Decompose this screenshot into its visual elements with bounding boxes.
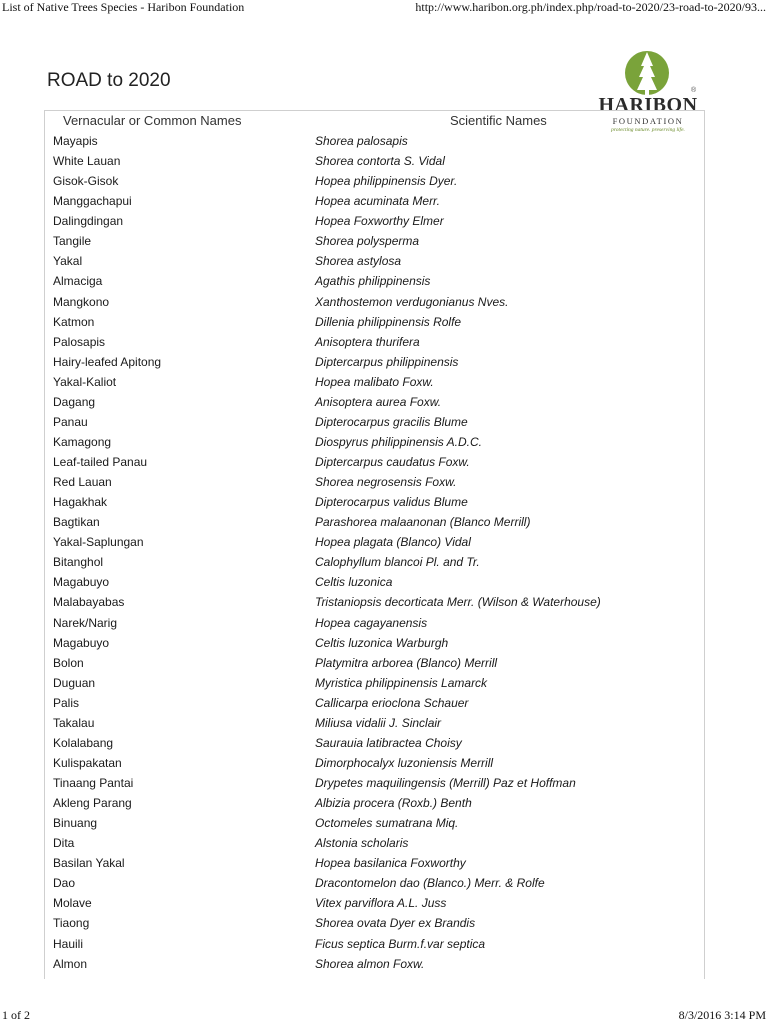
common-name-cell: Hagakhak	[53, 495, 108, 510]
common-name-cell: Molave	[53, 896, 92, 911]
table-row	[0, 271, 768, 291]
table-row	[0, 592, 768, 612]
common-name-cell: Yakal-Saplungan	[53, 535, 144, 550]
scientific-name-cell: Celtis luzonica	[315, 575, 393, 590]
common-name-cell: Kulispakatan	[53, 755, 122, 770]
common-name-cell: Mangkono	[53, 294, 110, 309]
table-row	[0, 512, 768, 532]
scientific-name-cell: Shorea palosapis	[315, 134, 408, 148]
scientific-name-cell: Shorea contorta S. Vidal	[315, 154, 445, 169]
scientific-name-cell: Saurauia latibractea Choisy	[315, 735, 462, 750]
common-name-cell: Palis	[53, 695, 80, 710]
scientific-name-cell: Hopea malibato Foxw.	[315, 374, 434, 389]
common-name-cell: Almon	[53, 956, 88, 971]
common-name-cell: Hauili	[53, 936, 84, 951]
scientific-name-cell: Vitex parviflora A.L. Juss	[315, 896, 447, 911]
table-row	[0, 392, 768, 412]
scientific-name-cell: Shorea polysperma	[315, 234, 420, 249]
common-name-cell: Dao	[53, 876, 76, 891]
common-name-cell: Manggachapui	[53, 194, 132, 209]
table-row	[0, 753, 768, 773]
common-name-cell: Takalau	[53, 715, 95, 730]
scientific-name-cell: Parashorea malaanonan (Blanco Merrill)	[315, 515, 531, 530]
scientific-name-cell: Diospyrus philippinensis A.D.C.	[315, 434, 482, 449]
table-row	[0, 913, 768, 933]
scientific-name-cell: Hopea plagata (Blanco) Vidal	[315, 535, 471, 550]
tree-logo-icon	[597, 50, 699, 98]
scientific-name-cell: Hopea cagayanensis	[315, 615, 428, 630]
scientific-name-cell: Octomeles sumatrana Miq.	[315, 816, 459, 831]
table-row	[0, 853, 768, 873]
table-row	[0, 211, 768, 231]
table-row	[0, 733, 768, 753]
table-row	[0, 131, 768, 151]
common-name-cell: Mayapis	[53, 134, 98, 148]
table-row	[0, 332, 768, 352]
scientific-name-cell: Dipterocarpus validus Blume	[315, 495, 468, 510]
scientific-name-cell: Platymitra arborea (Blanco) Merrill	[315, 655, 498, 670]
table-row	[0, 673, 768, 693]
scientific-name-cell: Anisoptera thurifera	[315, 334, 420, 349]
common-name-cell: Akleng Parang	[53, 796, 132, 811]
common-name-cell: Kamagong	[53, 434, 112, 449]
common-name-cell: Magabuyo	[53, 575, 110, 590]
table-row	[0, 231, 768, 251]
common-name-cell: Almaciga	[53, 274, 103, 289]
common-name-cell: Leaf-tailed Panau	[53, 455, 148, 469]
scientific-name-cell: Celtis luzonica Warburgh	[315, 635, 449, 650]
scientific-name-cell: Alstonia scholaris	[315, 836, 409, 851]
common-name-cell: Kolalabang	[53, 735, 114, 750]
common-name-cell: Magabuyo	[53, 635, 110, 650]
table-row	[0, 452, 768, 472]
common-name-cell: Yakal	[53, 254, 83, 269]
scientific-name-cell: Agathis philippinensis	[315, 274, 431, 289]
common-name-cell: Katmon	[53, 314, 95, 329]
common-name-cell: Gisok-Gisok	[53, 174, 119, 189]
table-row	[0, 191, 768, 211]
scientific-name-cell: Drypetes maquilingensis (Merrill) Paz et Hoffman	[315, 776, 576, 790]
scientific-name-cell: Dillenia philippinensis Rolfe	[315, 314, 462, 329]
page-title: ROAD to 2020	[47, 70, 171, 91]
table-row	[0, 813, 768, 833]
scientific-name-cell: Dracontomelon dao (Blanco.) Merr. & Rolfe	[315, 876, 545, 891]
common-name-cell: Tinaang Pantai	[53, 776, 134, 790]
table-row	[0, 151, 768, 171]
table-row	[0, 572, 768, 592]
common-name-cell: Panau	[53, 414, 88, 429]
scientific-name-cell: Hopea Foxworthy Elmer	[315, 214, 444, 229]
common-name-cell: Bagtikan	[53, 515, 100, 530]
table-row	[0, 633, 768, 653]
scientific-name-cell: Hopea basilanica Foxworthy	[315, 856, 466, 871]
table-row	[0, 552, 768, 572]
table-row	[0, 954, 768, 974]
common-name-cell: Yakal-Kaliot	[53, 374, 117, 389]
common-name-cell: Dalingdingan	[53, 214, 124, 229]
print-header-title: List of Native Trees Species - Haribon Foundation	[2, 0, 245, 14]
scientific-name-cell: Dipterocarpus gracilis Blume	[315, 414, 468, 429]
common-name-cell: Tiaong	[53, 916, 90, 931]
column-header-scientific-names: Scientific Names	[450, 113, 547, 128]
logo-tagline: protecting nature. preserving life.	[611, 127, 685, 133]
common-name-cell: Duguan	[53, 675, 96, 690]
table-row	[0, 613, 768, 633]
table-row	[0, 171, 768, 191]
scientific-name-cell: Shorea almon Foxw.	[315, 956, 425, 971]
common-name-cell: Hairy-leafed Apitong	[53, 354, 162, 369]
scientific-name-cell: Miliusa vidalii J. Sinclair	[315, 715, 442, 730]
table-row	[0, 653, 768, 673]
logo-registered-mark: ®	[691, 87, 697, 94]
scientific-name-cell: Hopea acuminata Merr.	[315, 194, 440, 209]
table-row	[0, 372, 768, 392]
print-header-url: http://www.haribon.org.ph/index.php/road-to-2020/23-road-to-2020/93...	[415, 0, 766, 14]
species-table-body	[0, 131, 768, 974]
common-name-cell: Palosapis	[53, 334, 106, 349]
scientific-name-cell: Albizia procera (Roxb.) Benth	[315, 796, 472, 811]
print-footer-datetime: 8/3/2016 3:14 PM	[678, 1008, 766, 1022]
scientific-name-cell: Ficus septica Burm.f.var septica	[315, 936, 486, 951]
common-name-cell: White Lauan	[53, 154, 121, 169]
table-row	[0, 693, 768, 713]
table-row	[0, 893, 768, 913]
scientific-name-cell: Xanthostemon verdugonianus Nves.	[315, 294, 509, 309]
scientific-name-cell: Diptercarpus philippinensis	[315, 354, 459, 369]
table-row	[0, 352, 768, 372]
common-name-cell: Dita	[53, 836, 75, 851]
table-row	[0, 793, 768, 813]
table-row	[0, 312, 768, 332]
common-name-cell: Bolon	[53, 655, 84, 670]
scientific-name-cell: Tristaniopsis decorticata Merr. (Wilson & Waterhouse)	[315, 595, 601, 610]
table-row	[0, 532, 768, 552]
common-name-cell: Bitanghol	[53, 555, 104, 570]
table-row	[0, 873, 768, 893]
scientific-name-cell: Diptercarpus caudatus Foxw.	[315, 455, 470, 469]
common-name-cell: Malabayabas	[53, 595, 125, 610]
table-row	[0, 713, 768, 733]
scientific-name-cell: Calophyllum blancoi Pl. and Tr.	[315, 555, 480, 570]
scientific-name-cell: Anisoptera aurea Foxw.	[315, 394, 442, 409]
logo-wordmark: HARIBON	[598, 94, 698, 116]
common-name-cell: Dagang	[53, 394, 96, 409]
common-name-cell: Narek/Narig	[53, 615, 118, 630]
column-header-common-names: Vernacular or Common Names	[63, 113, 242, 128]
common-name-cell: Binuang	[53, 816, 98, 831]
table-row	[0, 251, 768, 271]
table-row	[0, 432, 768, 452]
table-row	[0, 934, 768, 954]
common-name-cell: Red Lauan	[53, 475, 112, 490]
scientific-name-cell: Shorea astylosa	[315, 254, 402, 269]
scientific-name-cell: Hopea philippinensis Dyer.	[315, 174, 458, 189]
scientific-name-cell: Dimorphocalyx luzoniensis Merrill	[315, 755, 494, 770]
table-row	[0, 833, 768, 853]
table-row	[0, 773, 768, 793]
common-name-cell: Basilan Yakal	[53, 856, 125, 871]
logo-subtitle: FOUNDATION	[612, 116, 684, 126]
common-name-cell: Tangile	[53, 234, 92, 249]
table-row	[0, 472, 768, 492]
table-row	[0, 412, 768, 432]
scientific-name-cell: Shorea ovata Dyer ex Brandis	[315, 916, 476, 931]
scientific-name-cell: Callicarpa erioclona Schauer	[315, 695, 469, 710]
table-row	[0, 492, 768, 512]
scientific-name-cell: Shorea negrosensis Foxw.	[315, 475, 457, 490]
print-footer-page: 1 of 2	[2, 1008, 30, 1022]
scientific-name-cell: Myristica philippinensis Lamarck	[315, 675, 488, 690]
table-row	[0, 292, 768, 312]
